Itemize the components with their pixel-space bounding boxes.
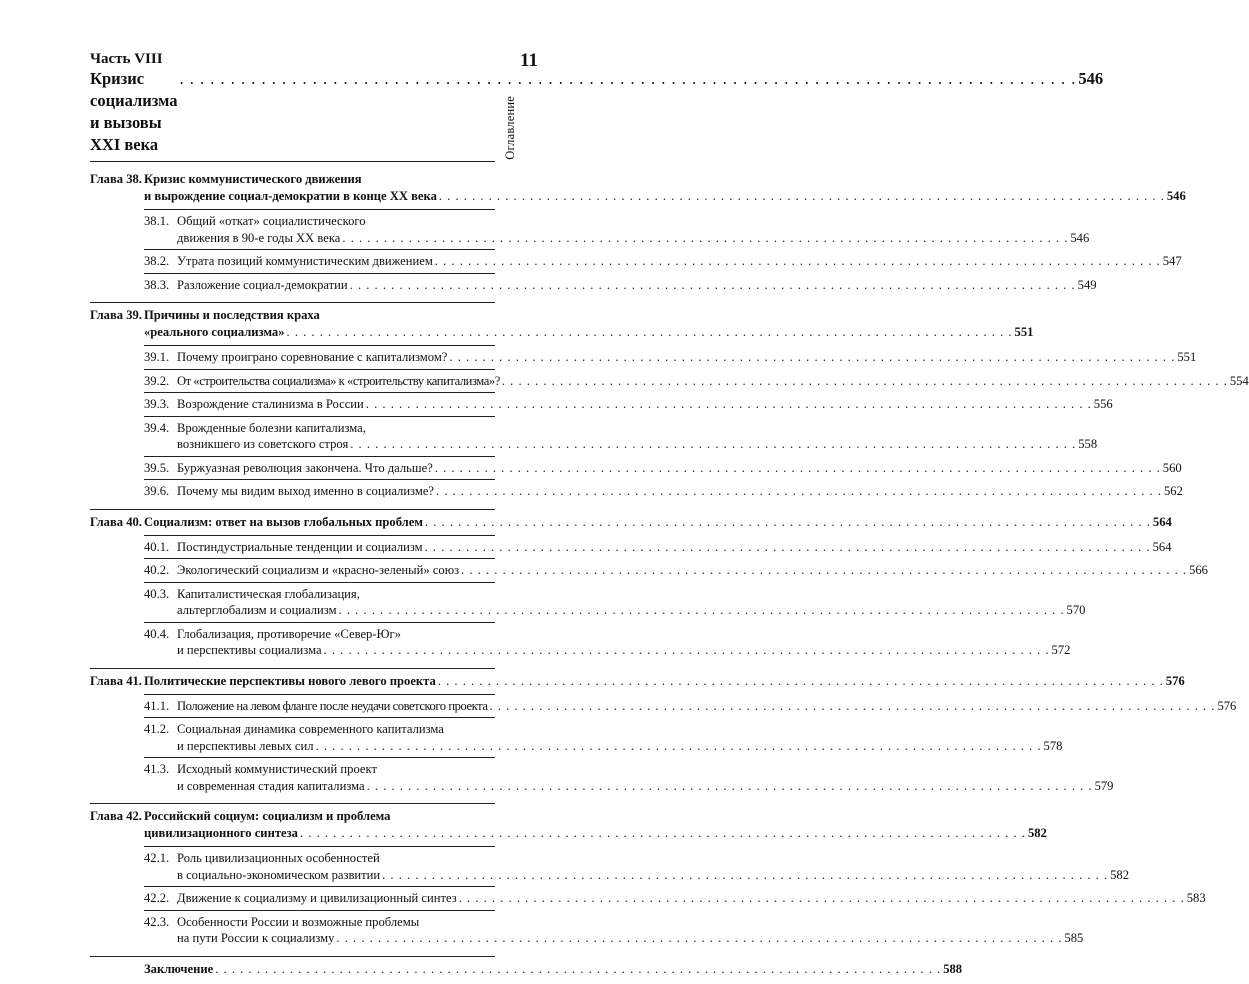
section-entry[interactable] [144, 558, 1208, 582]
section-number: 42.1. [144, 851, 170, 865]
chapter-entry [90, 303, 1249, 510]
section-title-line: возникшего из советского строя [177, 437, 349, 451]
section-title-line: Возрождение сталинизма в России [177, 397, 364, 411]
section-title-line: Разложение социал-демократии [177, 277, 348, 292]
section-title-line: Глобализация, противоречие «Север-Юг» [177, 626, 401, 641]
section-title-line: и современная стадия капитализма [177, 778, 365, 793]
section-entry[interactable] [144, 757, 1114, 797]
section-entry[interactable] [144, 582, 1086, 622]
leader-dots [366, 396, 1092, 413]
section-title-line: альтерглобализм и социализм [177, 603, 337, 617]
leader-dots [435, 460, 1161, 477]
section-number: 40.3. [144, 586, 170, 601]
chapter-page: 582 [1027, 826, 1047, 840]
section-list [90, 846, 1206, 950]
section-title-line: в социально-экономическом развитии [177, 867, 381, 882]
section-title-line: Исходный коммунистический проект [177, 762, 377, 776]
section-page: 562 [1164, 484, 1183, 498]
section-page: 583 [1186, 891, 1206, 905]
section-page: 560 [1162, 460, 1182, 475]
section-entry[interactable] [144, 392, 1113, 416]
section-title-line: Врожденные болезни капитализма, [177, 420, 366, 435]
section-number: 38.2. [144, 254, 170, 268]
section-page: 576 [1217, 698, 1237, 713]
section-entry[interactable] [144, 910, 1084, 950]
leader-dots [287, 324, 1013, 341]
section-number: 39.1. [144, 350, 170, 364]
section-title-line: Особенности России и возможные проблемы [177, 914, 420, 929]
section-number: 38.1. [144, 214, 170, 228]
section-number: 38.3. [144, 277, 170, 292]
chapter-title-line: и вырождение социал-демократии в конце XX века [144, 189, 437, 203]
page-number: 11 [520, 50, 538, 71]
section-title-line: Буржуазная революция закончена. Что дальше? [177, 460, 433, 475]
leader-dots [316, 738, 1042, 755]
chapter-title-line: Причины и последствия краха [144, 308, 320, 322]
chapter-number: Глава 42. [90, 809, 142, 823]
chapter-title-block [144, 514, 1172, 531]
leader-dots [489, 698, 1215, 715]
section-entry[interactable] [144, 209, 1090, 249]
section-entry[interactable] [144, 456, 1182, 480]
section-entry[interactable] [144, 479, 1183, 503]
chapter-page: 551 [1014, 325, 1034, 339]
chapter-entry [90, 669, 1237, 805]
section-title-line: Почему проиграно соревнование с капитализмом? [177, 350, 448, 364]
section-title-line: Постиндустриальные тенденции и социализм [177, 539, 423, 554]
chapter-page: 564 [1152, 514, 1172, 529]
section-list [90, 535, 1208, 662]
chapter-title-line: «реального социализма» [144, 325, 285, 339]
section-title-line: на пути России к социализму [177, 931, 335, 945]
leader-dots [367, 778, 1093, 795]
section-page: 556 [1093, 397, 1113, 411]
chapter-title-line: Российский социум: социализм и проблема [144, 809, 391, 823]
leader-dots [215, 961, 941, 978]
section-title-line: От «строительства социализма» к «строительству капитализма»? [177, 373, 500, 388]
leader-dots [436, 483, 1162, 500]
chapter-number: Глава 40. [90, 514, 142, 529]
chapter-heading[interactable] [90, 514, 1172, 531]
section-title-line: Движение к социализму и цивилизационный синтез [177, 891, 457, 905]
section-number: 39.3. [144, 397, 170, 411]
section-title-line: и перспективы левых сил [177, 738, 314, 753]
section-page: 578 [1043, 738, 1063, 753]
running-header-label: Оглавление [503, 96, 517, 160]
leader-dots [425, 514, 1151, 531]
section-page: 572 [1051, 643, 1071, 657]
section-entry[interactable] [144, 369, 1249, 393]
section-number: 39.6. [144, 484, 170, 498]
section-title-line: и перспективы социализма [177, 643, 322, 657]
section-number: 40.1. [144, 539, 170, 554]
chapter-title-line: Социализм: ответ на вызов глобальных проблем [144, 514, 423, 529]
section-page: 566 [1189, 563, 1208, 577]
section-number: 39.4. [144, 420, 170, 435]
chapter-entry [90, 167, 1186, 303]
leader-dots [336, 930, 1062, 947]
section-page: 547 [1162, 254, 1182, 268]
chapter-entry [90, 957, 963, 984]
leader-dots [439, 188, 1165, 205]
chapter-title-block [144, 961, 962, 978]
leader-dots [342, 230, 1068, 247]
section-entry[interactable] [144, 345, 1197, 369]
leader-dots [435, 253, 1161, 270]
section-title-line: Утрата позиций коммунистическим движением [177, 254, 433, 268]
part-label: Часть VIII [90, 51, 163, 67]
chapter-page: 576 [1165, 673, 1185, 688]
section-page: 551 [1177, 350, 1197, 364]
section-page: 585 [1064, 931, 1084, 945]
section-entry[interactable] [144, 846, 1129, 886]
chapter-heading[interactable] [90, 673, 1185, 690]
section-number: 40.2. [144, 563, 170, 577]
section-title-line: движения в 90-е годы XX века [177, 230, 341, 245]
section-number: 39.5. [144, 460, 170, 475]
section-entry[interactable] [144, 717, 1063, 757]
section-list [90, 209, 1182, 296]
section-title-line: Экологический социализм и «красно-зеленый» союз [177, 563, 460, 577]
chapter-page: 588 [943, 961, 963, 976]
part-title: Кризис социализма и вызовы XXI века [90, 69, 178, 154]
section-entry[interactable] [144, 886, 1206, 910]
chapter-heading[interactable] [90, 808, 1047, 842]
section-number: 42.3. [144, 914, 170, 929]
section-page: 579 [1094, 778, 1114, 793]
chapter-number: Глава 38. [90, 172, 142, 186]
section-entry[interactable] [144, 249, 1182, 273]
section-entry[interactable] [144, 535, 1172, 559]
section-title-line: Почему мы видим выход именно в социализме? [177, 484, 435, 498]
section-page: 554 [1229, 373, 1249, 388]
section-title-line: Роль цивилизационных особенностей [177, 851, 380, 865]
section-page: 564 [1152, 539, 1172, 554]
section-page: 549 [1077, 277, 1097, 292]
chapter-page: 546 [1166, 189, 1186, 203]
section-page: 582 [1110, 867, 1129, 882]
chapter-heading[interactable] [90, 171, 1186, 205]
chapter-title-line: Заключение [144, 961, 214, 976]
chapter-title-block [144, 171, 1186, 205]
leader-dots [438, 673, 1164, 690]
chapter-entry [90, 510, 1208, 669]
section-entry[interactable] [144, 416, 1098, 456]
section-page: 546 [1070, 230, 1090, 245]
leader-dots [461, 562, 1187, 579]
chapter-title-block [144, 307, 1033, 341]
section-number: 41.3. [144, 762, 170, 776]
section-number: 42.2. [144, 891, 170, 905]
chapter-number: Глава 39. [90, 308, 142, 322]
leader-dots [382, 867, 1108, 884]
section-number: 39.2. [144, 373, 170, 388]
leader-dots [350, 436, 1076, 453]
chapter-entry [90, 804, 1206, 957]
chapter-title-block [144, 673, 1185, 690]
leader-dots [339, 602, 1065, 619]
section-list [90, 345, 1249, 503]
section-entry[interactable] [144, 622, 1071, 662]
section-title-line: Капиталистическая глобализация, [177, 586, 360, 601]
leader-dots [350, 277, 1076, 294]
chapter-title-line: Политические перспективы нового левого проекта [144, 673, 436, 688]
section-title-line: Положение на левом фланге после неудачи советского проекта [177, 698, 488, 713]
chapter-heading[interactable] [90, 307, 1034, 341]
section-title-line: Общий «откат» социалистического [177, 214, 366, 228]
leader-dots [459, 890, 1185, 907]
section-entry[interactable] [144, 694, 1237, 718]
leader-dots [502, 373, 1228, 390]
chapter-heading[interactable] [90, 961, 963, 978]
chapter-title-line: Кризис коммунистического движения [144, 172, 362, 186]
section-list [90, 694, 1237, 798]
chapter-title-block [144, 808, 1047, 842]
part-page: 546 [1078, 69, 1104, 88]
leader-dots [324, 642, 1050, 659]
chapter-number: Глава 41. [90, 673, 142, 688]
leader-dots [425, 539, 1151, 556]
section-entry[interactable] [144, 273, 1097, 297]
section-page: 570 [1066, 603, 1086, 617]
section-number: 41.2. [144, 722, 170, 736]
leader-dots [180, 68, 1077, 90]
section-page: 558 [1078, 437, 1098, 451]
leader-dots [449, 349, 1175, 366]
leader-dots [300, 825, 1026, 842]
section-number: 40.4. [144, 626, 170, 641]
chapter-title-line: цивилизационного синтеза [144, 826, 298, 840]
chapter-list [90, 167, 1249, 984]
section-number: 41.1. [144, 698, 170, 713]
section-title-line: Социальная динамика современного капитализма [177, 722, 444, 736]
